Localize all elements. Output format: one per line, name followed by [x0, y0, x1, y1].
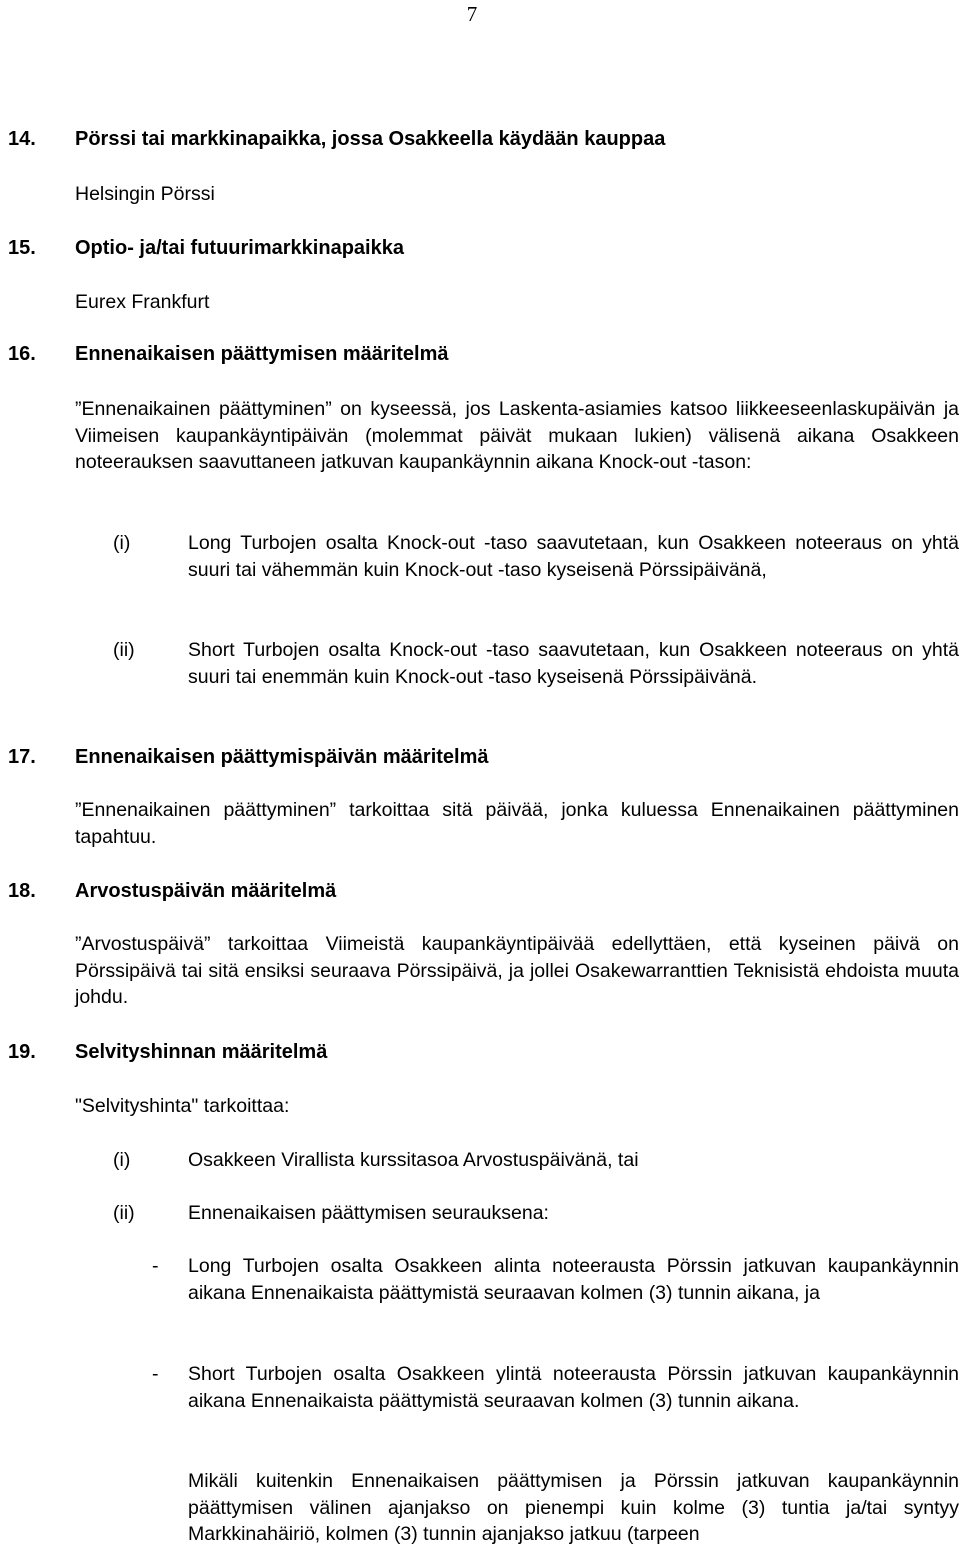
section-number: 14.: [8, 128, 36, 150]
section-number: 19.: [8, 1041, 36, 1063]
trailing-paragraph: Mikäli kuitenkin Ennenaikaisen päättymisen ja Pörssin jatkuvan kaupankäynnin päättymisen välinen ajanjakso on pienempi kuin kolme (3) tuntia ja/tai syntyy Markkinahäiriö, kolmen (3) tunnin ajanjakso jatkuu (tarpeen: [188, 1470, 959, 1545]
section-body-16: ”Ennenaikainen päättyminen” on kyseessä, jos Laskenta-asiamies katsoo liikkeeseenlaskupäivän ja Viimeisen kaupankäyntipäivän (molemmat päivät mukaan lukien) välisenä aikana Osakkeen noteerauksen saavuttaneen jatkuvan kaupankäynnin aikana Knock-out -tason:: [75, 398, 959, 473]
page-number: 7: [466, 2, 478, 26]
section-title: Selvityshinnan määritelmä: [75, 1041, 328, 1063]
list-item-text: Ennenaikaisen päättymisen seurauksena:: [188, 1202, 549, 1224]
list-item-text: Short Turbojen osalta Knock-out -taso saavutetaan, kun Osakkeen noteeraus on yhtä suuri tai enemmän kuin Knock-out -taso kyseisenä Pörssipäivänä.: [188, 639, 959, 688]
section-number: 16.: [8, 343, 36, 365]
list-item-label: (i): [113, 1149, 131, 1171]
section-body-17: ”Ennenaikainen päättyminen” tarkoittaa sitä päivää, jonka kuluessa Ennenaikainen päättyminen tapahtuu.: [75, 799, 959, 848]
sub-item-marker: -: [152, 1363, 159, 1385]
section-body-18: ”Arvostuspäivä” tarkoittaa Viimeistä kaupankäyntipäivää edellyttäen, että kyseinen päivä on Pörssipäivä tai sitä ensiksi seuraava Pörssipäivä, ja jollei Osakewarranttien Teknisistä ehdoista muuta johdu.: [75, 933, 959, 1008]
list-item-label: (ii): [113, 1202, 135, 1224]
section-title: Ennenaikaisen päättymisen määritelmä: [75, 343, 449, 365]
sub-item-text: Short Turbojen osalta Osakkeen ylintä noteerausta Pörssin jatkuvan kaupankäynnin aikana Ennenaikaista päättymistä seuraavan kolmen (3) tunnin aikana.: [188, 1363, 959, 1412]
section-body-19: "Selvityshinta" tarkoittaa:: [75, 1095, 290, 1117]
section-number: 15.: [8, 237, 36, 259]
section-body-15: Eurex Frankfurt: [75, 291, 210, 313]
section-title: Ennenaikaisen päättymispäivän määritelmä: [75, 746, 489, 768]
list-item-label: (i): [113, 532, 131, 554]
list-item-text: Osakkeen Virallista kurssitasoa Arvostuspäivänä, tai: [188, 1149, 639, 1171]
section-number: 17.: [8, 746, 36, 768]
section-body-14: Helsingin Pörssi: [75, 183, 215, 205]
section-title: Optio- ja/tai futuurimarkkinapaikka: [75, 237, 404, 259]
list-item-label: (ii): [113, 639, 135, 661]
section-number: 18.: [8, 880, 36, 902]
sub-item-text: Long Turbojen osalta Osakkeen alinta noteerausta Pörssin jatkuvan kaupankäynnin aikana Ennenaikaista päättymistä seuraavan kolmen (3) tunnin aikana, ja: [188, 1255, 959, 1304]
list-item-text: Long Turbojen osalta Knock-out -taso saavutetaan, kun Osakkeen noteeraus on yhtä suuri tai vähemmän kuin Knock-out -taso kyseisenä Pörssipäivänä,: [188, 532, 959, 581]
section-title: Arvostuspäivän määritelmä: [75, 880, 337, 902]
sub-item-marker: -: [152, 1255, 159, 1277]
section-title: Pörssi tai markkinapaikka, jossa Osakkeella käydään kauppaa: [75, 128, 666, 150]
